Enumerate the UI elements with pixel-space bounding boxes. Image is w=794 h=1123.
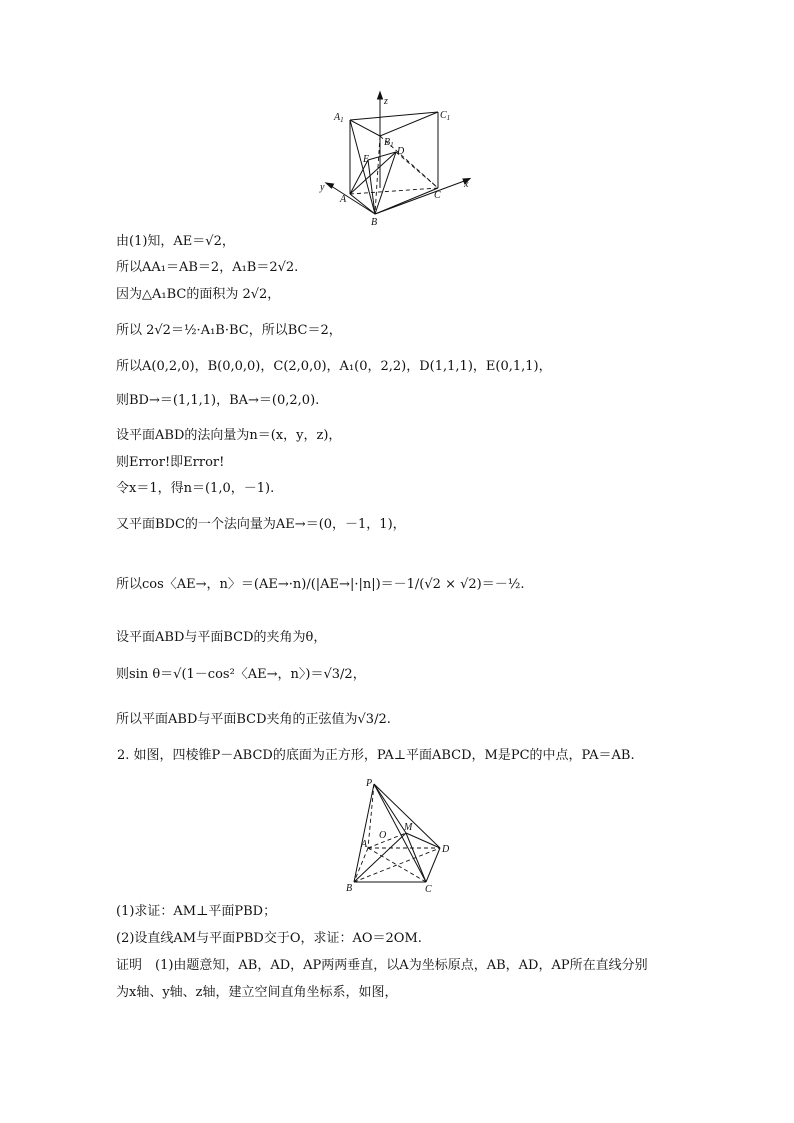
- solution-line-8: 则Error!即Error!: [116, 455, 225, 470]
- solution-line-4: 所以 2√2＝½·A₁B·BC，所以BC＝2，: [116, 323, 342, 338]
- label-x-axis: x: [464, 179, 469, 190]
- solution-line-12: 设平面ABD与平面BCD的夹角为θ，: [116, 630, 327, 645]
- problem-2-statement: 2. 如图，四棱锥P－ABCD的底面为正方形，PA⊥平面ABCD，M是PC的中点，PA＝AB.: [117, 748, 635, 763]
- prism-figure: [312, 88, 482, 228]
- problem-2-part-1: (1)求证：AM⊥平面PBD；: [116, 904, 277, 919]
- label-O: O: [379, 830, 387, 841]
- label-C1: $C_1$: [440, 110, 451, 122]
- solution-line-14: 所以平面ABD与平面BCD夹角的正弦值为√3/2.: [116, 712, 391, 727]
- label-A: A: [340, 194, 347, 205]
- solution-line-7: 设平面ABD的法向量为n＝(x，y，z)，: [116, 428, 342, 443]
- label-y-axis: y: [320, 182, 325, 193]
- solution-line-13: 则sin θ＝√(1－cos²〈AE→，n〉)＝√3/2，: [116, 667, 366, 682]
- label-z-axis: z: [384, 96, 388, 107]
- problem-2-part-2: (2)设直线AM与平面PBD交于O，求证：AO＝2OM.: [116, 931, 422, 946]
- label-M: M: [404, 822, 413, 833]
- solution-line-3: 因为△A₁BC的面积为 2√2，: [116, 287, 281, 302]
- proof-line-2: 为x轴、y轴、z轴，建立空间直角坐标系，如图，: [116, 985, 398, 1000]
- label-P: P: [366, 778, 373, 789]
- solution-line-5: 所以A(0,2,0)，B(0,0,0)，C(2,0,0)，A₁(0，2,2)，D(1,1,1)，E(0,1,1)，: [116, 359, 552, 374]
- label-E: E: [363, 154, 370, 165]
- label-B: B: [371, 217, 378, 228]
- pyramid-figure: [336, 772, 466, 898]
- label-C: C: [434, 190, 441, 201]
- label-A: A: [361, 839, 368, 850]
- solution-line-6: 则BD→＝(1,1,1)，BA→＝(0,2,0).: [116, 393, 320, 408]
- solution-line-1: 由(1)知，AE＝√2，: [116, 234, 235, 249]
- solution-line-2: 所以AA₁＝AB＝2，A₁B＝2√2.: [116, 260, 299, 275]
- label-D: D: [397, 146, 405, 157]
- solution-line-9: 令x＝1，得n＝(1,0，－1).: [116, 481, 275, 496]
- solution-line-11: 所以cos〈AE→，n〉＝(AE→·n)/(|AE→|·|n|)＝－1/(√2 × √2)＝－½.: [116, 577, 525, 592]
- label-D: D: [442, 844, 450, 855]
- proof-line-1: 证明 (1)由题意知，AB，AD，AP两两垂直，以A为坐标原点，AB，AD，AP所在直线分别: [116, 958, 648, 973]
- label-A1: $A_1$: [334, 112, 344, 124]
- label-B: B: [346, 883, 353, 894]
- label-C: C: [425, 884, 432, 895]
- label-B1: $B_1$: [384, 137, 394, 149]
- solution-line-10: 又平面BDC的一个法向量为AE→＝(0，－1，1)，: [116, 517, 406, 532]
